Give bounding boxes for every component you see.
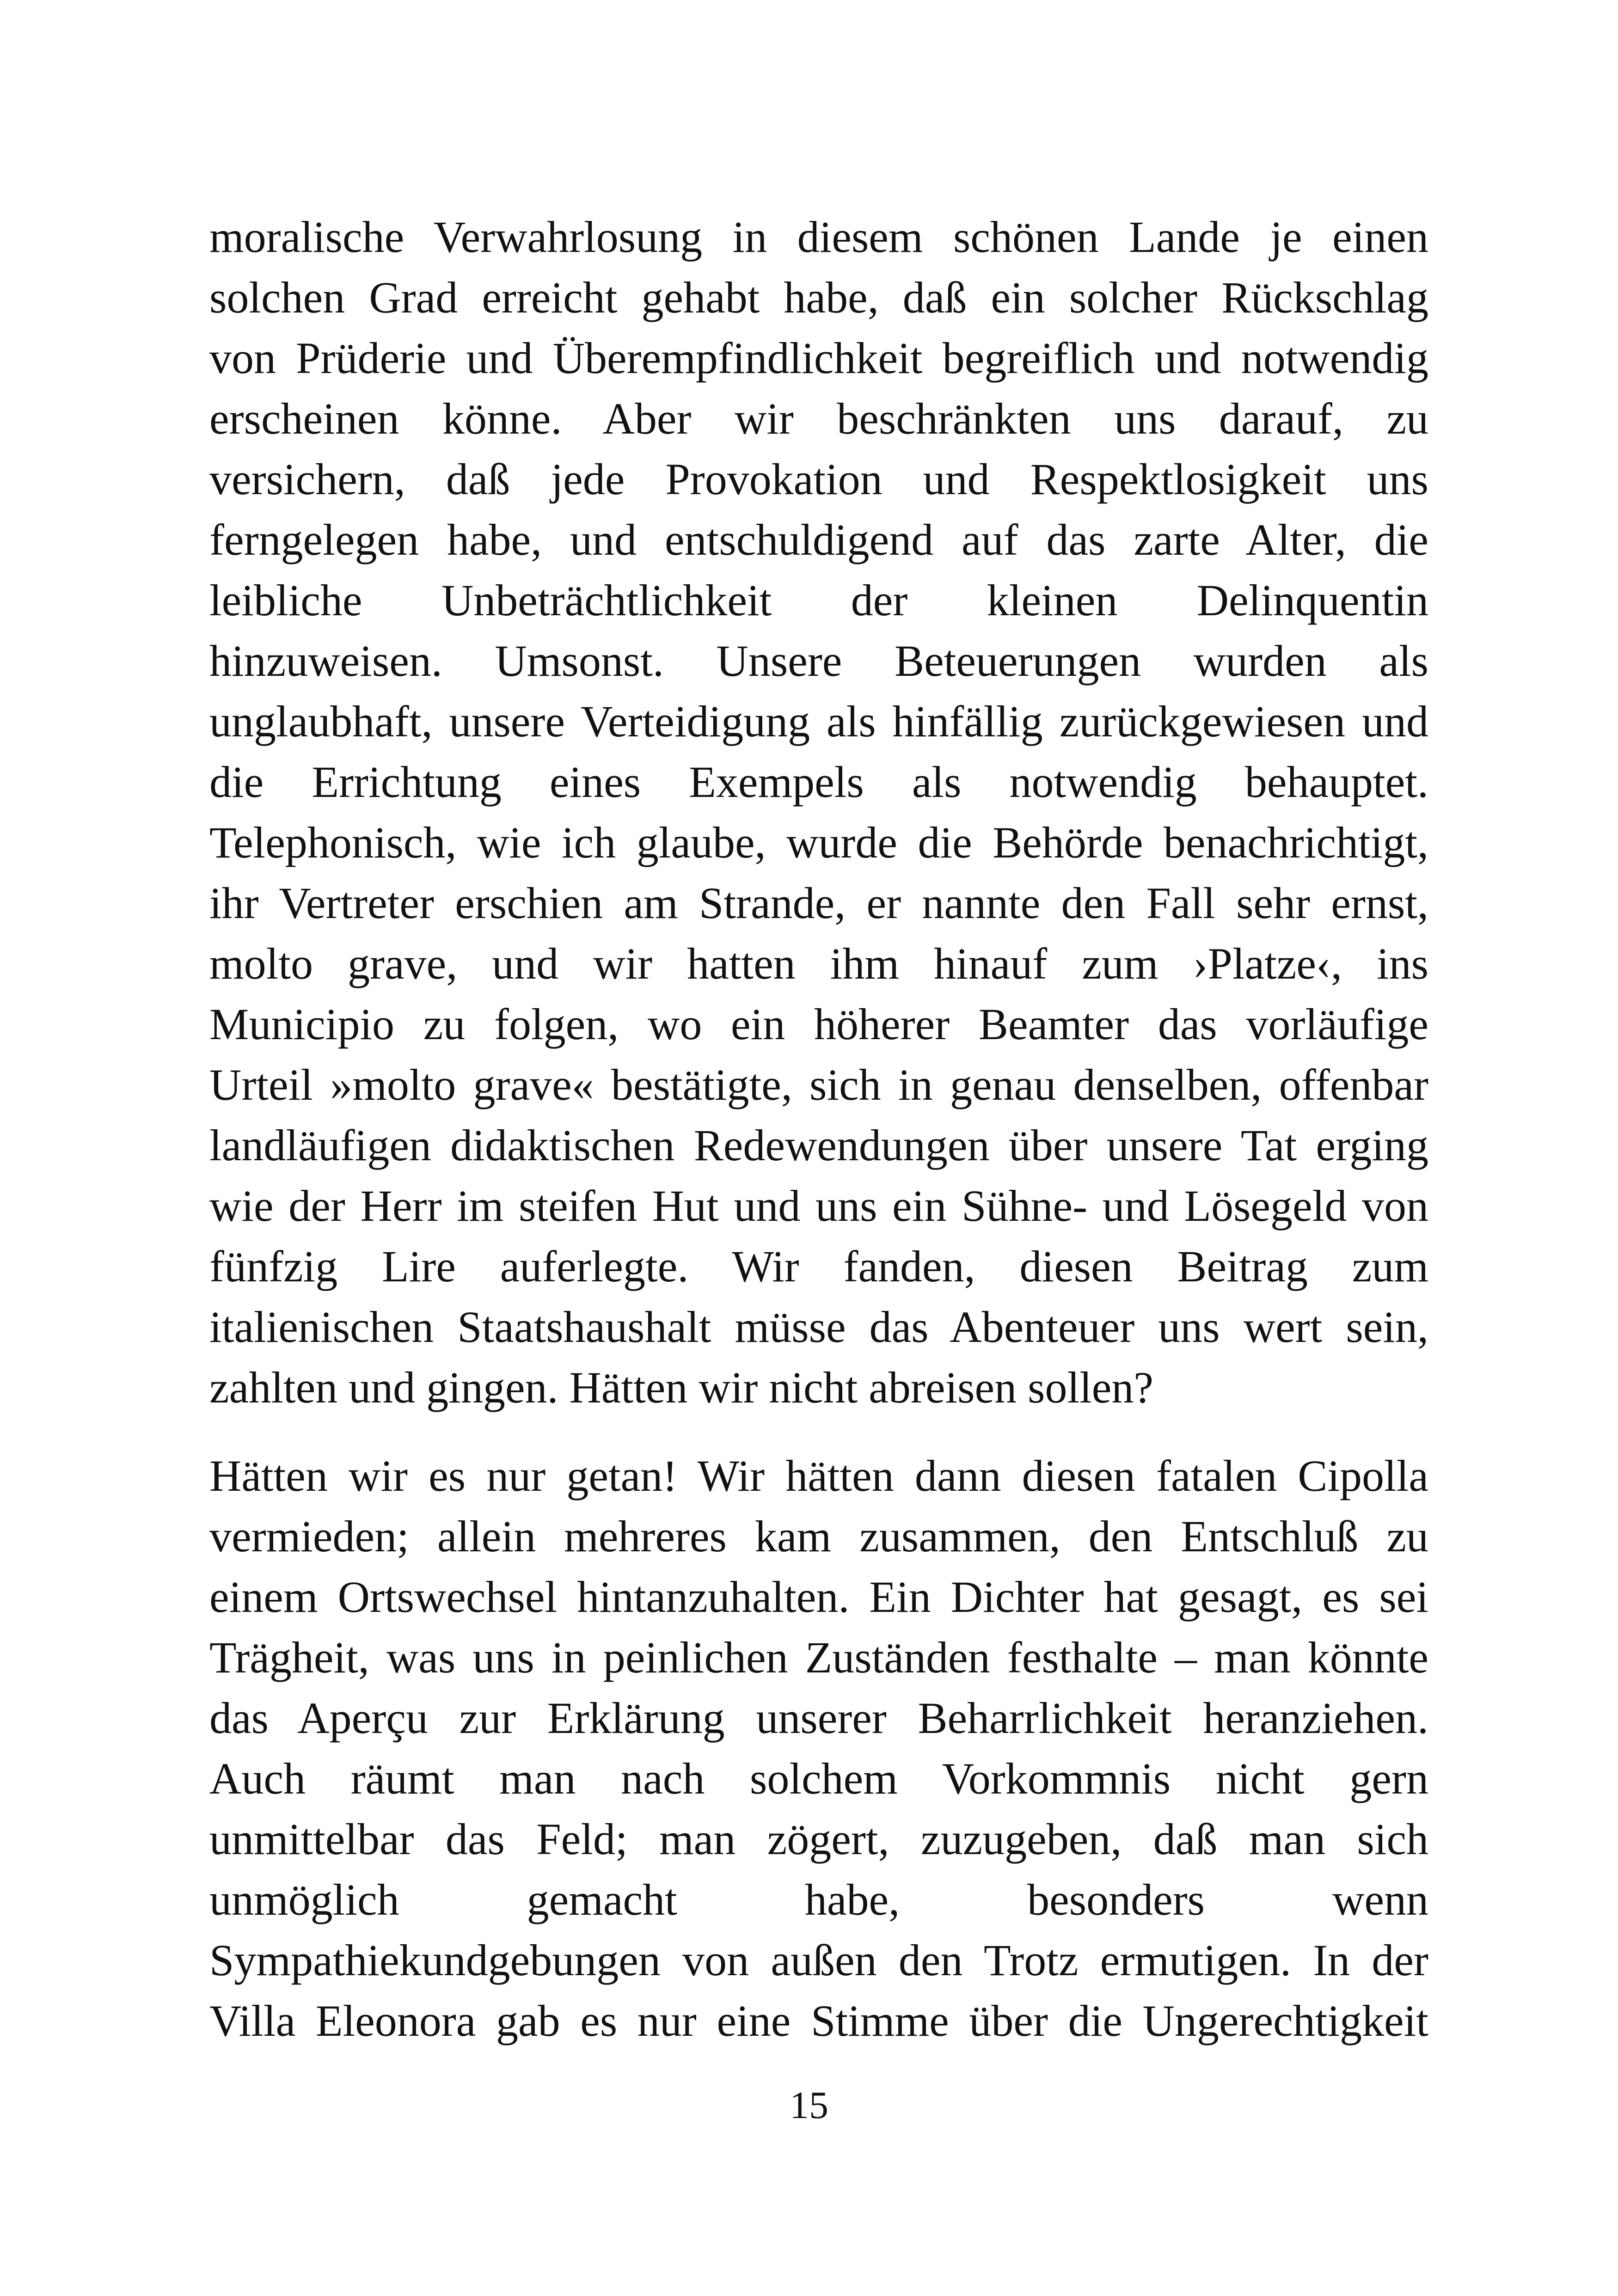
text-line: Urteil »molto grave« bestätigte, sich in genau denselben, offenbar [209, 1060, 1428, 1109]
text-line: leibliche Unbeträchtlichkeit der kleinen Delinquentin [209, 576, 1428, 625]
text-line: Municipio zu folgen, wo ein höherer Beamter das vorläufige [209, 999, 1428, 1049]
text-line: Telephonisch, wie ich glaube, wurde die Behörde benachrichtigt, [209, 818, 1428, 867]
text-line: unmöglich gemacht habe, besonders wenn [209, 1875, 1428, 1924]
text-line: Villa Eleonora gab es nur eine Stimme über die Ungerechtigkeit [209, 1996, 1428, 2045]
text-line: von Prüderie und Überempfindlichkeit begreiflich und notwendig [209, 333, 1428, 383]
text-line: moralische Verwahrlosung in diesem schönen Lande je einen [209, 212, 1428, 262]
text-line: molto grave, und wir hatten ihm hinauf zum ›Platze‹, ins [209, 939, 1428, 988]
text-line: die Errichtung eines Exempels als notwendig behauptet. [209, 757, 1428, 807]
paragraph-1 [209, 207, 1428, 1418]
text-line: hinzuweisen. Umsonst. Unsere Beteuerungen wurden als [209, 636, 1428, 686]
text-line: unglaubhaft, unsere Verteidigung als hinfällig zurückgewiesen und [209, 697, 1428, 746]
text-line: fünfzig Lire auferlegte. Wir fanden, diesen Beitrag zum [209, 1242, 1428, 1291]
text-line: Hätten wir es nur getan! Wir hätten dann diesen fatalen Cipolla [209, 1451, 1428, 1500]
text-line: italienischen Staatshaushalt müsse das Abenteuer uns wert sein, [209, 1302, 1428, 1352]
text-line: Sympathiekundgebungen von außen den Trotz ermutigen. In der [209, 1935, 1428, 1985]
text-line: wie der Herr im steifen Hut und uns ein Sühne- und Lösegeld von [209, 1181, 1428, 1231]
text-line: unmittelbar das Feld; man zögert, zuzugeben, daß man sich [209, 1814, 1428, 1864]
text-line: vermieden; allein mehreres kam zusammen, den Entschluß zu [209, 1512, 1428, 1561]
text-line: erscheinen könne. Aber wir beschränkten uns darauf, zu [209, 394, 1428, 443]
text-line: Trägheit, was uns in peinlichen Zuständen festhalte – man könnte [209, 1633, 1428, 1682]
text-line: landläufigen didaktischen Redewendungen über unsere Tat erging [209, 1120, 1428, 1170]
text-line: versichern, daß jede Provokation und Respektlosigkeit uns [209, 454, 1428, 504]
text-line: einem Ortswechsel hintanzuhalten. Ein Dichter hat gesagt, es sei [209, 1572, 1428, 1622]
paragraph-2 [209, 1445, 1428, 2051]
text-line: ihr Vertreter erschien am Strande, er nannte den Fall sehr ernst, [209, 878, 1428, 928]
text-line: ferngelegen habe, und entschuldigend auf das zarte Alter, die [209, 515, 1428, 564]
text-line: Auch räumt man nach solchem Vorkommnis nicht gern [209, 1754, 1428, 1803]
text-line: solchen Grad erreicht gehabt habe, daß ein solcher Rückschlag [209, 273, 1428, 322]
text-line: zahlten und gingen. Hätten wir nicht abreisen sollen? [209, 1363, 1154, 1412]
text-line: das Aperçu zur Erklärung unserer Beharrlichkeit heranziehen. [209, 1693, 1428, 1743]
page-number: 15 [790, 2084, 828, 2127]
